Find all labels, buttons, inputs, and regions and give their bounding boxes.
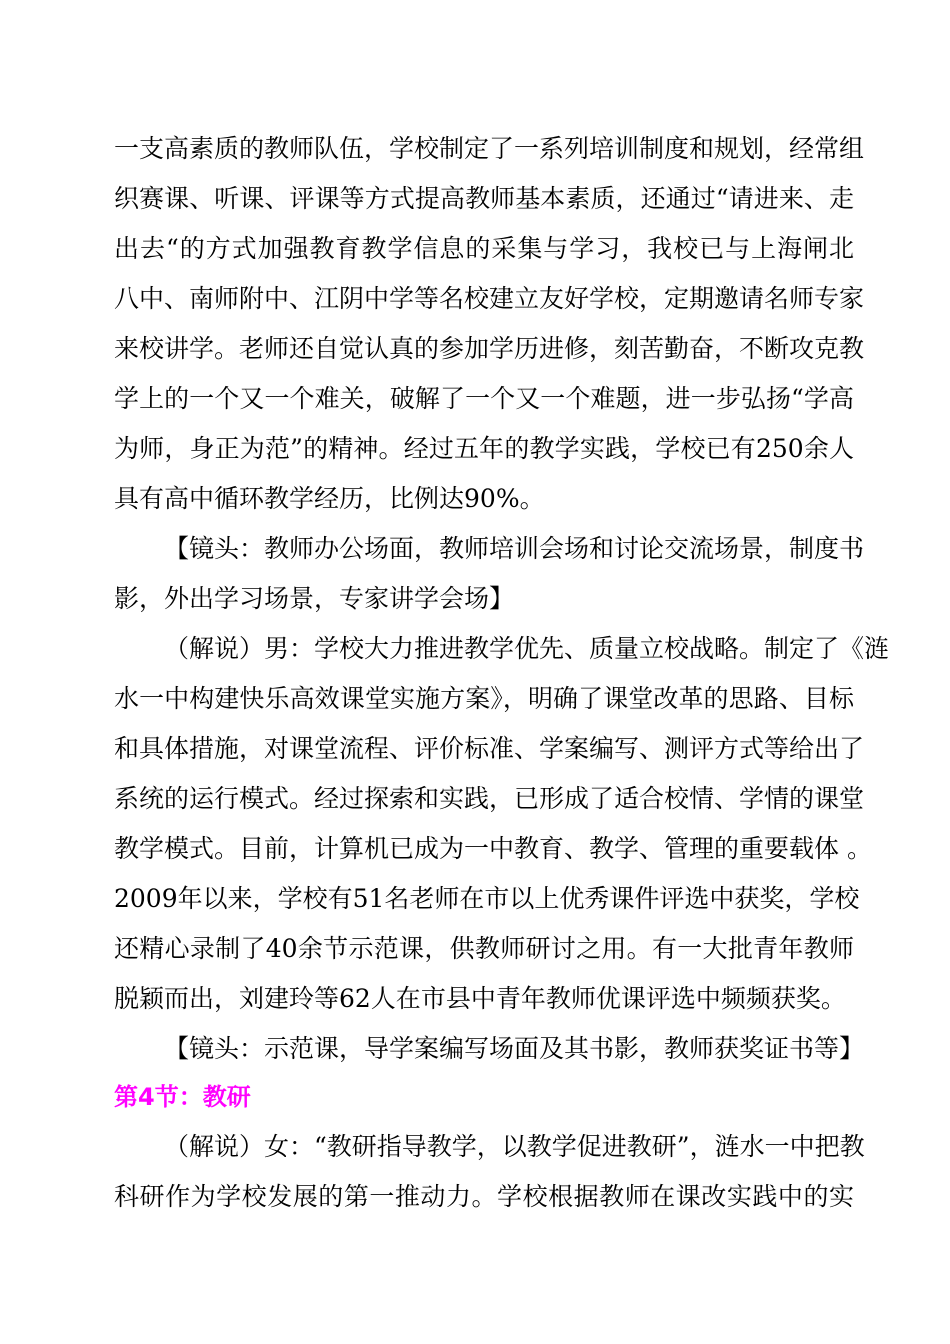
camera-note-line: 【镜头：教师办公场面，教师培训会场和讨论交流场景，制度书 xyxy=(164,534,865,563)
camera-note-line: 影，外出学习场景，专家讲学会场】 xyxy=(114,584,515,613)
section-heading: 第4节：教研 xyxy=(114,1083,251,1111)
narration-line: 水一中构建快乐高效课堂实施方案》，明确了课堂改革的思路、目标 xyxy=(114,684,854,713)
body-text-line: 来校讲学。老师还自觉认真的参加学历进修，刻苦勤奋，不断攻克教 xyxy=(114,334,865,363)
body-text-line: 一支高素质的教师队伍，学校制定了一系列培训制度和规划，经常组 xyxy=(114,134,865,163)
narration-line: （解说）男：学校大力推进教学优先、质量立校战略。制定了《涟 xyxy=(164,634,890,663)
narration-line: 系统的运行模式。经过探索和实践，已形成了适合校情、学情的课堂 xyxy=(114,784,865,813)
camera-note-line: 【镜头：示范课，导学案编写场面及其书影，教师获奖证书等】 xyxy=(164,1034,865,1063)
narration-line: 科研作为学校发展的第一推动力。学校根据教师在课改实践中的实 xyxy=(114,1182,854,1211)
narration-line: （解说）女：“教研指导教学，以教学促进教研”，涟水一中把教 xyxy=(164,1132,865,1161)
narration-line: 脱颖而出，刘建玲等62人在市县中青年教师优课评选中频频获奖。 xyxy=(114,984,846,1013)
body-text-line: 为师，身正为范”的精神。经过五年的教学实践，学校已有250余人 xyxy=(114,434,854,463)
body-text-line: 学上的一个又一个难关，破解了一个又一个难题，进一步弘扬“学高 xyxy=(114,384,854,413)
narration-line: 还精心录制了40余节示范课，供教师研讨之用。有一大批青年教师 xyxy=(114,934,854,963)
narration-line: 和具体措施，对课堂流程、评价标准、学案编写、测评方式等给出了 xyxy=(114,734,865,763)
narration-line: 教学模式。目前，计算机已成为一中教育、教学、管理的重要载体 。 xyxy=(114,834,872,863)
body-text-line: 八中、南师附中、江阴中学等名校建立友好学校，定期邀请名师专家 xyxy=(114,284,865,313)
body-text-line: 具有高中循环教学经历，比例达90%。 xyxy=(114,484,545,513)
body-text-line: 织赛课、听课、评课等方式提高教师基本素质，还通过“请进来、走 xyxy=(114,184,854,213)
body-text-line: 出去“的方式加强教育教学信息的采集与学习，我校已与上海闸北 xyxy=(114,234,854,263)
narration-line: 2009年以来，学校有51名老师在市以上优秀课件评选中获奖，学校 xyxy=(114,884,860,913)
